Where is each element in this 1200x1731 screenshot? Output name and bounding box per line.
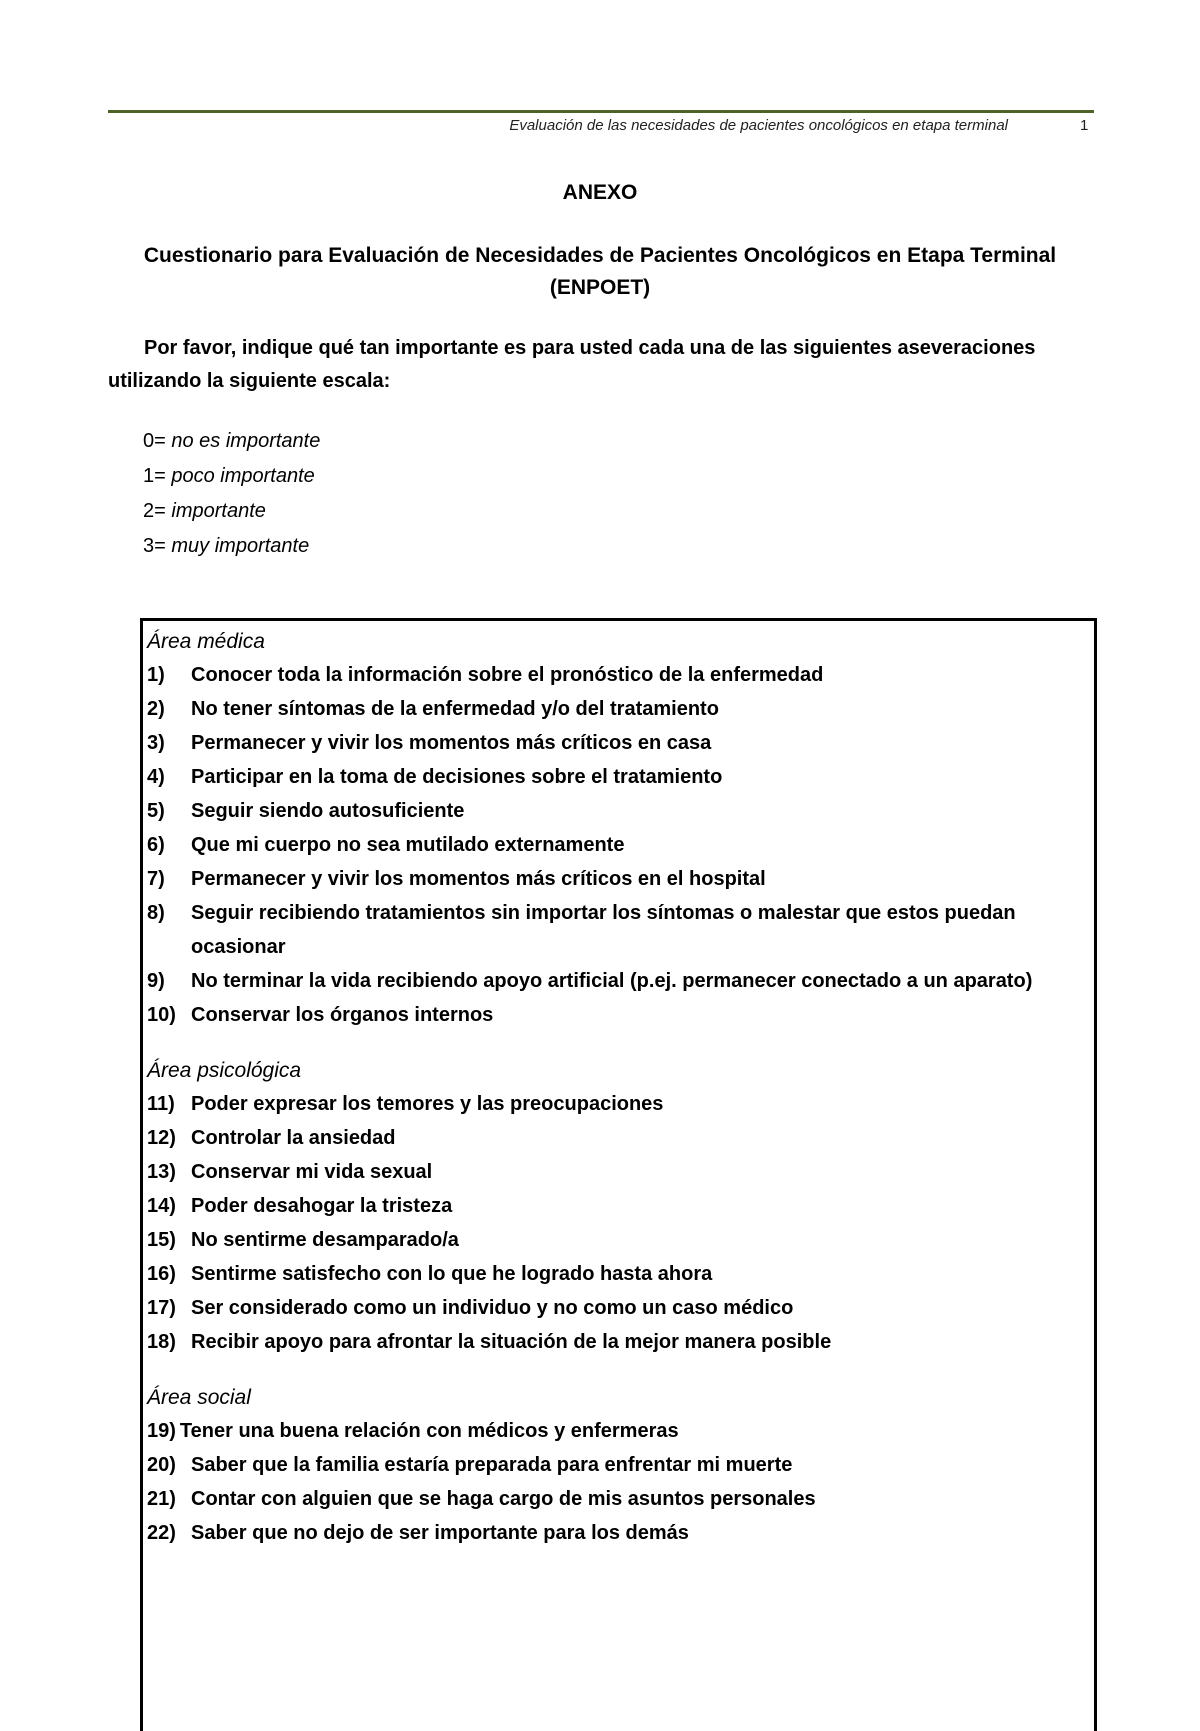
question-number: 1) — [147, 664, 165, 686]
scale-value: 0= — [143, 430, 166, 452]
question-text: Permanecer y vivir los momentos más críticos en el hospital — [191, 868, 766, 890]
question-text: Conservar los órganos internos — [191, 1004, 494, 1026]
question-item — [147, 1189, 1087, 1223]
question-number: 17) — [147, 1297, 176, 1319]
question-text: Poder expresar los temores y las preocupaciones — [191, 1093, 664, 1115]
question-text: Conservar mi vida sexual — [191, 1161, 433, 1183]
question-item — [147, 1325, 1087, 1359]
scale-row — [143, 529, 320, 564]
area-title: Área psicológica — [147, 1059, 302, 1082]
question-text: Sentirme satisfecho con lo que he logrado hasta ahora — [191, 1263, 713, 1285]
area-title: Área médica — [147, 630, 265, 653]
question-text: Saber que no dejo de ser importante para los demás — [191, 1522, 689, 1544]
question-text: Seguir recibiendo tratamientos sin importar los síntomas o malestar que estos puedan ocasionar — [191, 902, 1016, 958]
area-title: Área social — [147, 1386, 251, 1409]
question-number: 14) — [147, 1195, 176, 1217]
question-item — [147, 1087, 1087, 1121]
instructions-paragraph: Por favor, indique qué tan importante es para usted cada una de las siguientes aseveraciones utilizando la siguiente escala: — [108, 337, 1036, 392]
scale-row — [143, 459, 320, 494]
question-text: Saber que la familia estaría preparada para enfrentar mi muerte — [191, 1454, 793, 1476]
questionnaire-box — [140, 618, 1097, 1731]
question-item — [147, 726, 1087, 760]
annex-title: ANEXO — [562, 181, 638, 204]
question-number: 7) — [147, 868, 165, 890]
question-item — [147, 1155, 1087, 1189]
question-number: 10) — [147, 1004, 176, 1026]
question-number: 16) — [147, 1263, 176, 1285]
question-number: 15) — [147, 1229, 176, 1251]
question-item — [147, 862, 1087, 896]
scale-label: importante — [171, 500, 266, 522]
question-item — [147, 1414, 1087, 1448]
area-spacer — [147, 1359, 1087, 1381]
question-number: 6) — [147, 834, 165, 856]
question-number: 22) — [147, 1522, 176, 1544]
question-number: 18) — [147, 1331, 176, 1353]
question-item — [147, 1291, 1087, 1325]
question-item — [147, 1257, 1087, 1291]
question-item — [147, 1223, 1087, 1257]
question-text: Tener una buena relación con médicos y enfermeras — [179, 1420, 679, 1442]
question-text: Participar en la toma de decisiones sobre el tratamiento — [191, 766, 723, 788]
scale-row — [143, 494, 320, 529]
header-rule — [108, 110, 1094, 113]
rating-scale — [143, 424, 320, 564]
question-item — [147, 998, 1087, 1032]
question-text: Seguir siendo autosuficiente — [191, 800, 465, 822]
question-number: 13) — [147, 1161, 176, 1183]
question-item — [147, 1121, 1087, 1155]
question-item — [147, 1516, 1087, 1550]
scale-value: 1= — [143, 465, 166, 487]
question-number: 9) — [147, 970, 165, 992]
question-number: 21) — [147, 1488, 176, 1510]
question-text: No tener síntomas de la enfermedad y/o del tratamiento — [191, 698, 719, 720]
question-text: Conocer toda la información sobre el pronóstico de la enfermedad — [191, 664, 824, 686]
question-text: Poder desahogar la tristeza — [191, 1195, 453, 1217]
question-item — [147, 1482, 1087, 1516]
question-number: 11) — [147, 1093, 175, 1115]
question-text: Controlar la ansiedad — [191, 1127, 396, 1149]
question-item — [147, 658, 1087, 692]
question-number: 4) — [147, 766, 165, 788]
scale-value: 3= — [143, 535, 166, 557]
running-header: Evaluación de las necesidades de pacientes oncológicos en etapa terminal — [509, 117, 1008, 134]
question-number: 5) — [147, 800, 165, 822]
question-number: 8) — [147, 902, 165, 924]
question-item — [147, 760, 1087, 794]
question-text: Recibir apoyo para afrontar la situación de la mejor manera posible — [191, 1331, 832, 1353]
scale-label: muy importante — [171, 535, 310, 557]
area-spacer — [147, 1032, 1087, 1054]
scale-label: poco importante — [171, 465, 315, 487]
question-text: Permanecer y vivir los momentos más críticos en casa — [191, 732, 712, 754]
scale-value: 2= — [143, 500, 166, 522]
question-number: 19) — [147, 1420, 176, 1442]
question-item — [147, 692, 1087, 726]
page-number: 1 — [1080, 117, 1089, 134]
question-number: 12) — [147, 1127, 176, 1149]
question-item — [147, 964, 1087, 998]
question-number: 2) — [147, 698, 165, 720]
question-text: Que mi cuerpo no sea mutilado externamente — [191, 834, 625, 856]
question-item — [147, 1448, 1087, 1482]
question-text: No terminar la vida recibiendo apoyo artificial (p.ej. permanecer conectado a un aparato) — [191, 970, 1033, 992]
question-item — [147, 828, 1087, 862]
question-number: 3) — [147, 732, 165, 754]
question-text: No sentirme desamparado/a — [191, 1229, 459, 1251]
questionnaire-title: Cuestionario para Evaluación de Necesidades de Pacientes Oncológicos en Etapa Terminal (ENPOET) — [143, 244, 1057, 299]
question-text: Contar con alguien que se haga cargo de mis asuntos personales — [191, 1488, 816, 1510]
question-number: 20) — [147, 1454, 176, 1476]
question-item — [147, 794, 1087, 828]
question-item — [147, 896, 1087, 964]
questionnaire-content — [147, 625, 1087, 1550]
scale-label: no es importante — [171, 430, 321, 452]
question-text: Ser considerado como un individuo y no como un caso médico — [191, 1297, 794, 1319]
scale-row — [143, 424, 320, 459]
